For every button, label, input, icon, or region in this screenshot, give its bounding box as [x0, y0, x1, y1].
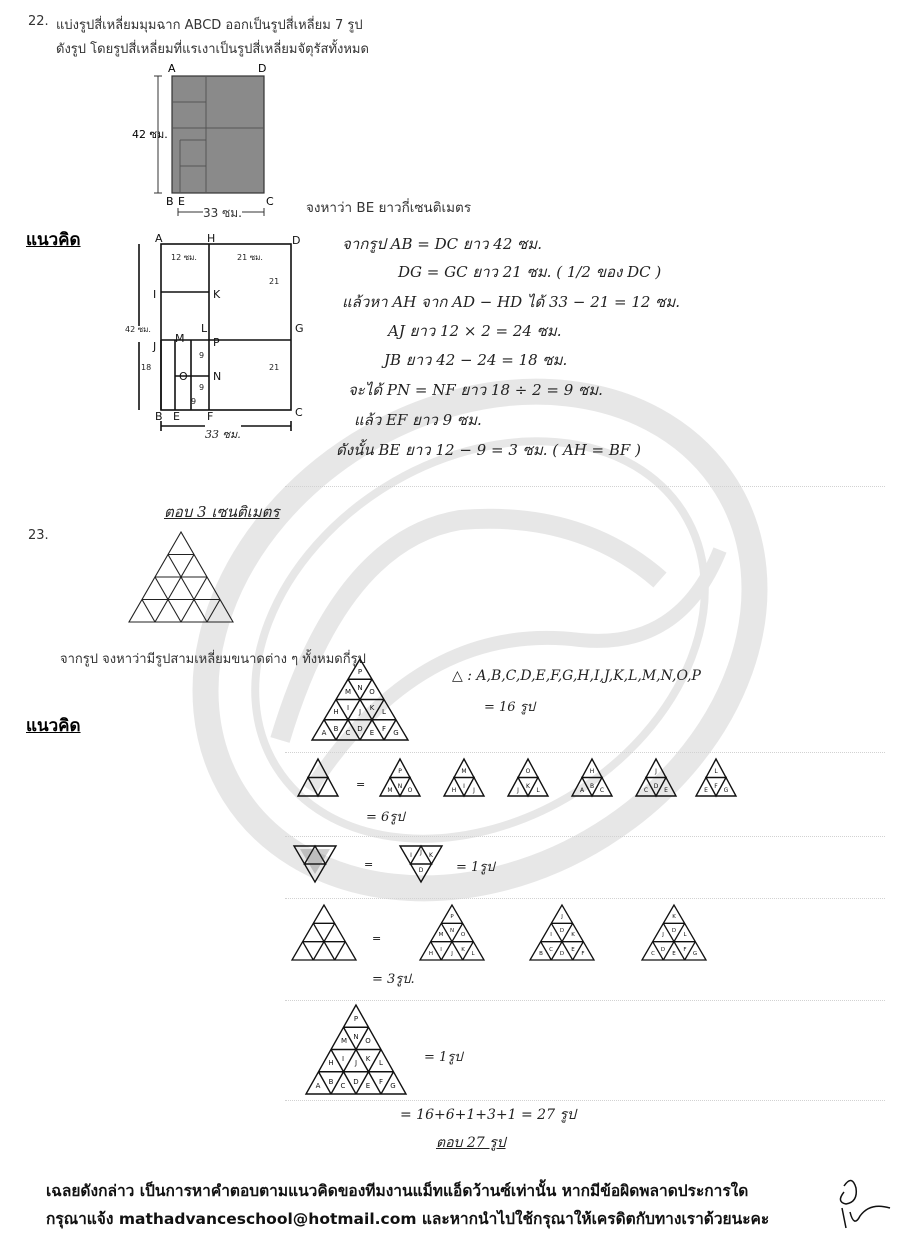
- svg-text:K: K: [672, 914, 676, 920]
- label-p: P: [213, 336, 220, 349]
- svg-text:C: C: [643, 787, 649, 794]
- svg-text:P: P: [353, 1015, 359, 1023]
- len-33: 33 ซม.: [205, 425, 241, 443]
- svg-text:G: G: [723, 787, 729, 794]
- label-i: I: [153, 288, 157, 301]
- svg-text:A: A: [315, 1082, 321, 1090]
- svg-text:I: I: [410, 852, 412, 859]
- svg-text:F: F: [581, 951, 585, 957]
- svg-text:E: E: [369, 729, 375, 737]
- len-42: 42 ซม.: [125, 325, 151, 334]
- svg-text:I: I: [550, 932, 552, 938]
- sol22-line-8: ดังนั้น BE ยาว 12 − 9 = 3 ซม. ( AH = BF ): [336, 441, 641, 459]
- label-a: A: [155, 232, 163, 245]
- size3-triangles-row: [288, 902, 718, 964]
- sol23-count-6: = 6รูป: [366, 810, 405, 825]
- len-21-right2: 21: [269, 363, 280, 372]
- svg-text:D: D: [357, 725, 363, 733]
- svg-text:C: C: [345, 729, 351, 737]
- len-9b: 9: [199, 383, 205, 392]
- svg-text:H: H: [333, 708, 339, 716]
- svg-text:P: P: [450, 914, 454, 920]
- sol22-line-3: แล้วหา AH จาก AD − HD ได้ 33 − 21 = 12 ซม.: [342, 293, 681, 311]
- label-n: N: [213, 370, 222, 383]
- svg-text:=: =: [372, 932, 382, 945]
- full-triangle-figure: [302, 1002, 412, 1098]
- svg-text:D: D: [353, 1078, 359, 1086]
- width-label: 33 ซม.: [203, 204, 242, 223]
- label-e: E: [173, 410, 180, 423]
- svg-text:K: K: [429, 852, 433, 859]
- svg-text:J: J: [451, 951, 453, 957]
- sol22-line-6: จะได้ PN = NF ยาว 18 ÷ 2 = 9 ซม.: [348, 381, 603, 399]
- svg-text:P: P: [398, 768, 402, 775]
- svg-text:M: M: [340, 1037, 348, 1045]
- svg-text:J: J: [473, 787, 475, 794]
- svg-text:L: L: [471, 951, 475, 957]
- svg-text:C: C: [599, 787, 605, 794]
- svg-text:L: L: [536, 787, 540, 794]
- svg-text:B: B: [333, 725, 339, 733]
- svg-text:I: I: [346, 704, 350, 712]
- len-12: 12 ซม.: [171, 253, 197, 262]
- vertex-b: B: [166, 195, 174, 208]
- label-o: O: [179, 370, 188, 383]
- svg-text:L: L: [683, 932, 687, 938]
- svg-text:J: J: [662, 932, 664, 938]
- sol23-count-1a: = 1รูป: [456, 860, 495, 875]
- svg-text:K: K: [365, 1055, 371, 1063]
- svg-text:K: K: [571, 932, 575, 938]
- sol22-line-7: แล้ว EF ยาว 9 ซม.: [354, 411, 482, 429]
- sol22-line-2: DG = GC ยาว 21 ซม. ( 1/2 ของ DC ): [398, 263, 662, 281]
- sol22-line-4: AJ ยาว 12 × 2 = 24 ซม.: [388, 322, 562, 340]
- label-f: F: [207, 410, 214, 423]
- svg-text:G: G: [692, 951, 698, 957]
- svg-text:C: C: [651, 951, 655, 957]
- solution-22-diagram: [125, 232, 315, 444]
- svg-text:L: L: [379, 1059, 383, 1067]
- svg-text:F: F: [714, 783, 718, 790]
- svg-text:K: K: [526, 783, 530, 790]
- answer-22: ตอบ 3 เซนติเมตร: [164, 503, 280, 521]
- svg-text:K: K: [369, 704, 375, 712]
- svg-text:I: I: [463, 783, 465, 790]
- svg-text:G: G: [390, 1082, 396, 1090]
- svg-text:F: F: [378, 1078, 384, 1086]
- len-21-right1: 21: [269, 277, 280, 286]
- label-b: B: [155, 410, 163, 423]
- svg-text:E: E: [365, 1082, 371, 1090]
- heading-approach-22: แนวคิด: [26, 230, 81, 250]
- svg-text:O: O: [369, 688, 375, 696]
- svg-text:I: I: [341, 1055, 345, 1063]
- labeled-triangle-figure: [310, 656, 414, 744]
- svg-text:N: N: [353, 1033, 359, 1041]
- svg-text:H: H: [328, 1059, 334, 1067]
- svg-text:K: K: [461, 947, 465, 953]
- svg-text:D: D: [660, 947, 666, 953]
- svg-text:H: H: [428, 951, 434, 957]
- svg-text:F: F: [683, 947, 687, 953]
- label-j: J: [153, 340, 157, 353]
- answer-23: ตอบ 27 รูป: [436, 1135, 506, 1151]
- svg-text:M: M: [461, 768, 467, 775]
- svg-text:B: B: [589, 783, 595, 790]
- sol23-sum: = 16+6+1+3+1 = 27 รูป: [400, 1107, 576, 1123]
- svg-text:H: H: [451, 787, 457, 794]
- svg-text:M: M: [387, 787, 393, 794]
- svg-text:A: A: [579, 787, 585, 794]
- svg-text:C: C: [340, 1082, 346, 1090]
- height-label: 42 ซม.: [132, 128, 168, 141]
- svg-text:D: D: [653, 783, 659, 790]
- svg-text:=: =: [364, 858, 374, 871]
- sol23-count-16: = 16 รูป: [484, 700, 535, 715]
- size2-equals: =: [356, 778, 366, 791]
- svg-text:D: D: [559, 928, 565, 934]
- svg-text:O: O: [525, 768, 531, 775]
- len-9a: 9: [199, 351, 205, 360]
- svg-text:J: J: [358, 708, 362, 716]
- svg-text:D: D: [671, 928, 677, 934]
- sol23-count-1b: = 1รูป: [424, 1050, 463, 1065]
- footer-contact: กรุณาแจ้ง mathadvanceschool@hotmail.com และหากนำไปใช้กรุณาให้เครดิตกับทางเราด้วยนะคะ: [46, 1210, 770, 1228]
- len-9c: 9: [191, 397, 197, 406]
- label-m: M: [175, 332, 185, 345]
- svg-text:G: G: [393, 729, 399, 737]
- svg-text:J: J: [655, 768, 657, 775]
- svg-text:E: E: [571, 947, 575, 953]
- svg-text:O: O: [407, 787, 413, 794]
- svg-text:E: E: [664, 787, 668, 794]
- svg-text:L: L: [714, 768, 718, 775]
- label-d: D: [292, 234, 301, 247]
- svg-text:J: J: [354, 1059, 358, 1067]
- svg-text:E: E: [704, 787, 708, 794]
- sol23-letters: △ : A,B,C,D,E,F,G,H,I,J,K,L,M,N,O,P: [452, 668, 701, 684]
- question-22-figure: [130, 60, 290, 220]
- size2-triangles-row: [296, 756, 740, 802]
- svg-text:D: D: [418, 867, 424, 874]
- label-k: K: [213, 288, 221, 301]
- svg-text:J: J: [561, 914, 563, 920]
- len-21-top: 21 ซม.: [237, 253, 263, 262]
- sol22-line-1: จากรูป AB = DC ยาว 42 ซม.: [342, 235, 542, 253]
- svg-text:H: H: [589, 768, 595, 775]
- svg-text:B: B: [328, 1078, 334, 1086]
- question-23-number: 23.: [28, 528, 49, 543]
- question-22-line1: แบ่งรูปสี่เหลี่ยมมุมฉาก ABCD ออกเป็นรูปสี่เหลี่ยม 7 รูป: [56, 18, 363, 33]
- svg-text:N: N: [449, 928, 455, 934]
- len-18: 18: [141, 363, 152, 372]
- question-23-prompt: จากรูป จงหาว่ามีรูปสามเหลี่ยมขนาดต่าง ๆ ทั้งหมดกี่รูป: [60, 652, 366, 667]
- svg-text:D: D: [559, 951, 565, 957]
- sol23-count-3: = 3รูป.: [372, 972, 415, 987]
- svg-text:N: N: [357, 684, 363, 692]
- vertex-d: D: [258, 62, 267, 75]
- svg-text:M: M: [344, 688, 352, 696]
- vertex-a: A: [168, 62, 176, 75]
- label-g: G: [295, 322, 304, 335]
- inverted-triangles-row: [290, 842, 446, 886]
- label-h: H: [207, 232, 216, 245]
- svg-text:P: P: [357, 668, 363, 676]
- svg-text:M: M: [438, 932, 444, 938]
- svg-text:O: O: [365, 1037, 371, 1045]
- footer-disclaimer: เฉลยดังกล่าว เป็นการหาคำตอบตามแนวคิดของทีมงานแม็ทแอ็ดว้านซ์เท่านั้น หากมีข้อผิดพลาดประการใด: [46, 1182, 749, 1200]
- question-22-prompt: จงหาว่า BE ยาวกี่เซนติเมตร: [306, 200, 472, 216]
- heading-approach-23: แนวคิด: [26, 716, 81, 736]
- svg-text:F: F: [381, 725, 387, 733]
- svg-text:N: N: [397, 783, 403, 790]
- svg-text:A: A: [321, 729, 327, 737]
- signature-icon: [830, 1172, 896, 1232]
- question-22-line2: ดังรูป โดยรูปสี่เหลี่ยมที่แรเงาเป็นรูปสี่เหลี่ยมจัตุรัสทั้งหมด: [56, 42, 369, 57]
- vertex-e: E: [178, 195, 185, 208]
- question-23-figure: [125, 528, 255, 628]
- vertex-c: C: [266, 195, 274, 208]
- svg-text:B: B: [539, 951, 543, 957]
- svg-text:L: L: [382, 708, 386, 716]
- svg-text:E: E: [672, 951, 676, 957]
- svg-text:I: I: [440, 947, 442, 953]
- label-l: L: [201, 322, 208, 335]
- svg-text:O: O: [460, 932, 466, 938]
- svg-text:J: J: [420, 849, 422, 856]
- label-c: C: [295, 406, 303, 419]
- svg-text:C: C: [549, 947, 553, 953]
- sol22-line-5: JB ยาว 42 − 24 = 18 ซม.: [384, 351, 568, 369]
- svg-text:J: J: [517, 787, 519, 794]
- question-22-number: 22.: [28, 14, 49, 29]
